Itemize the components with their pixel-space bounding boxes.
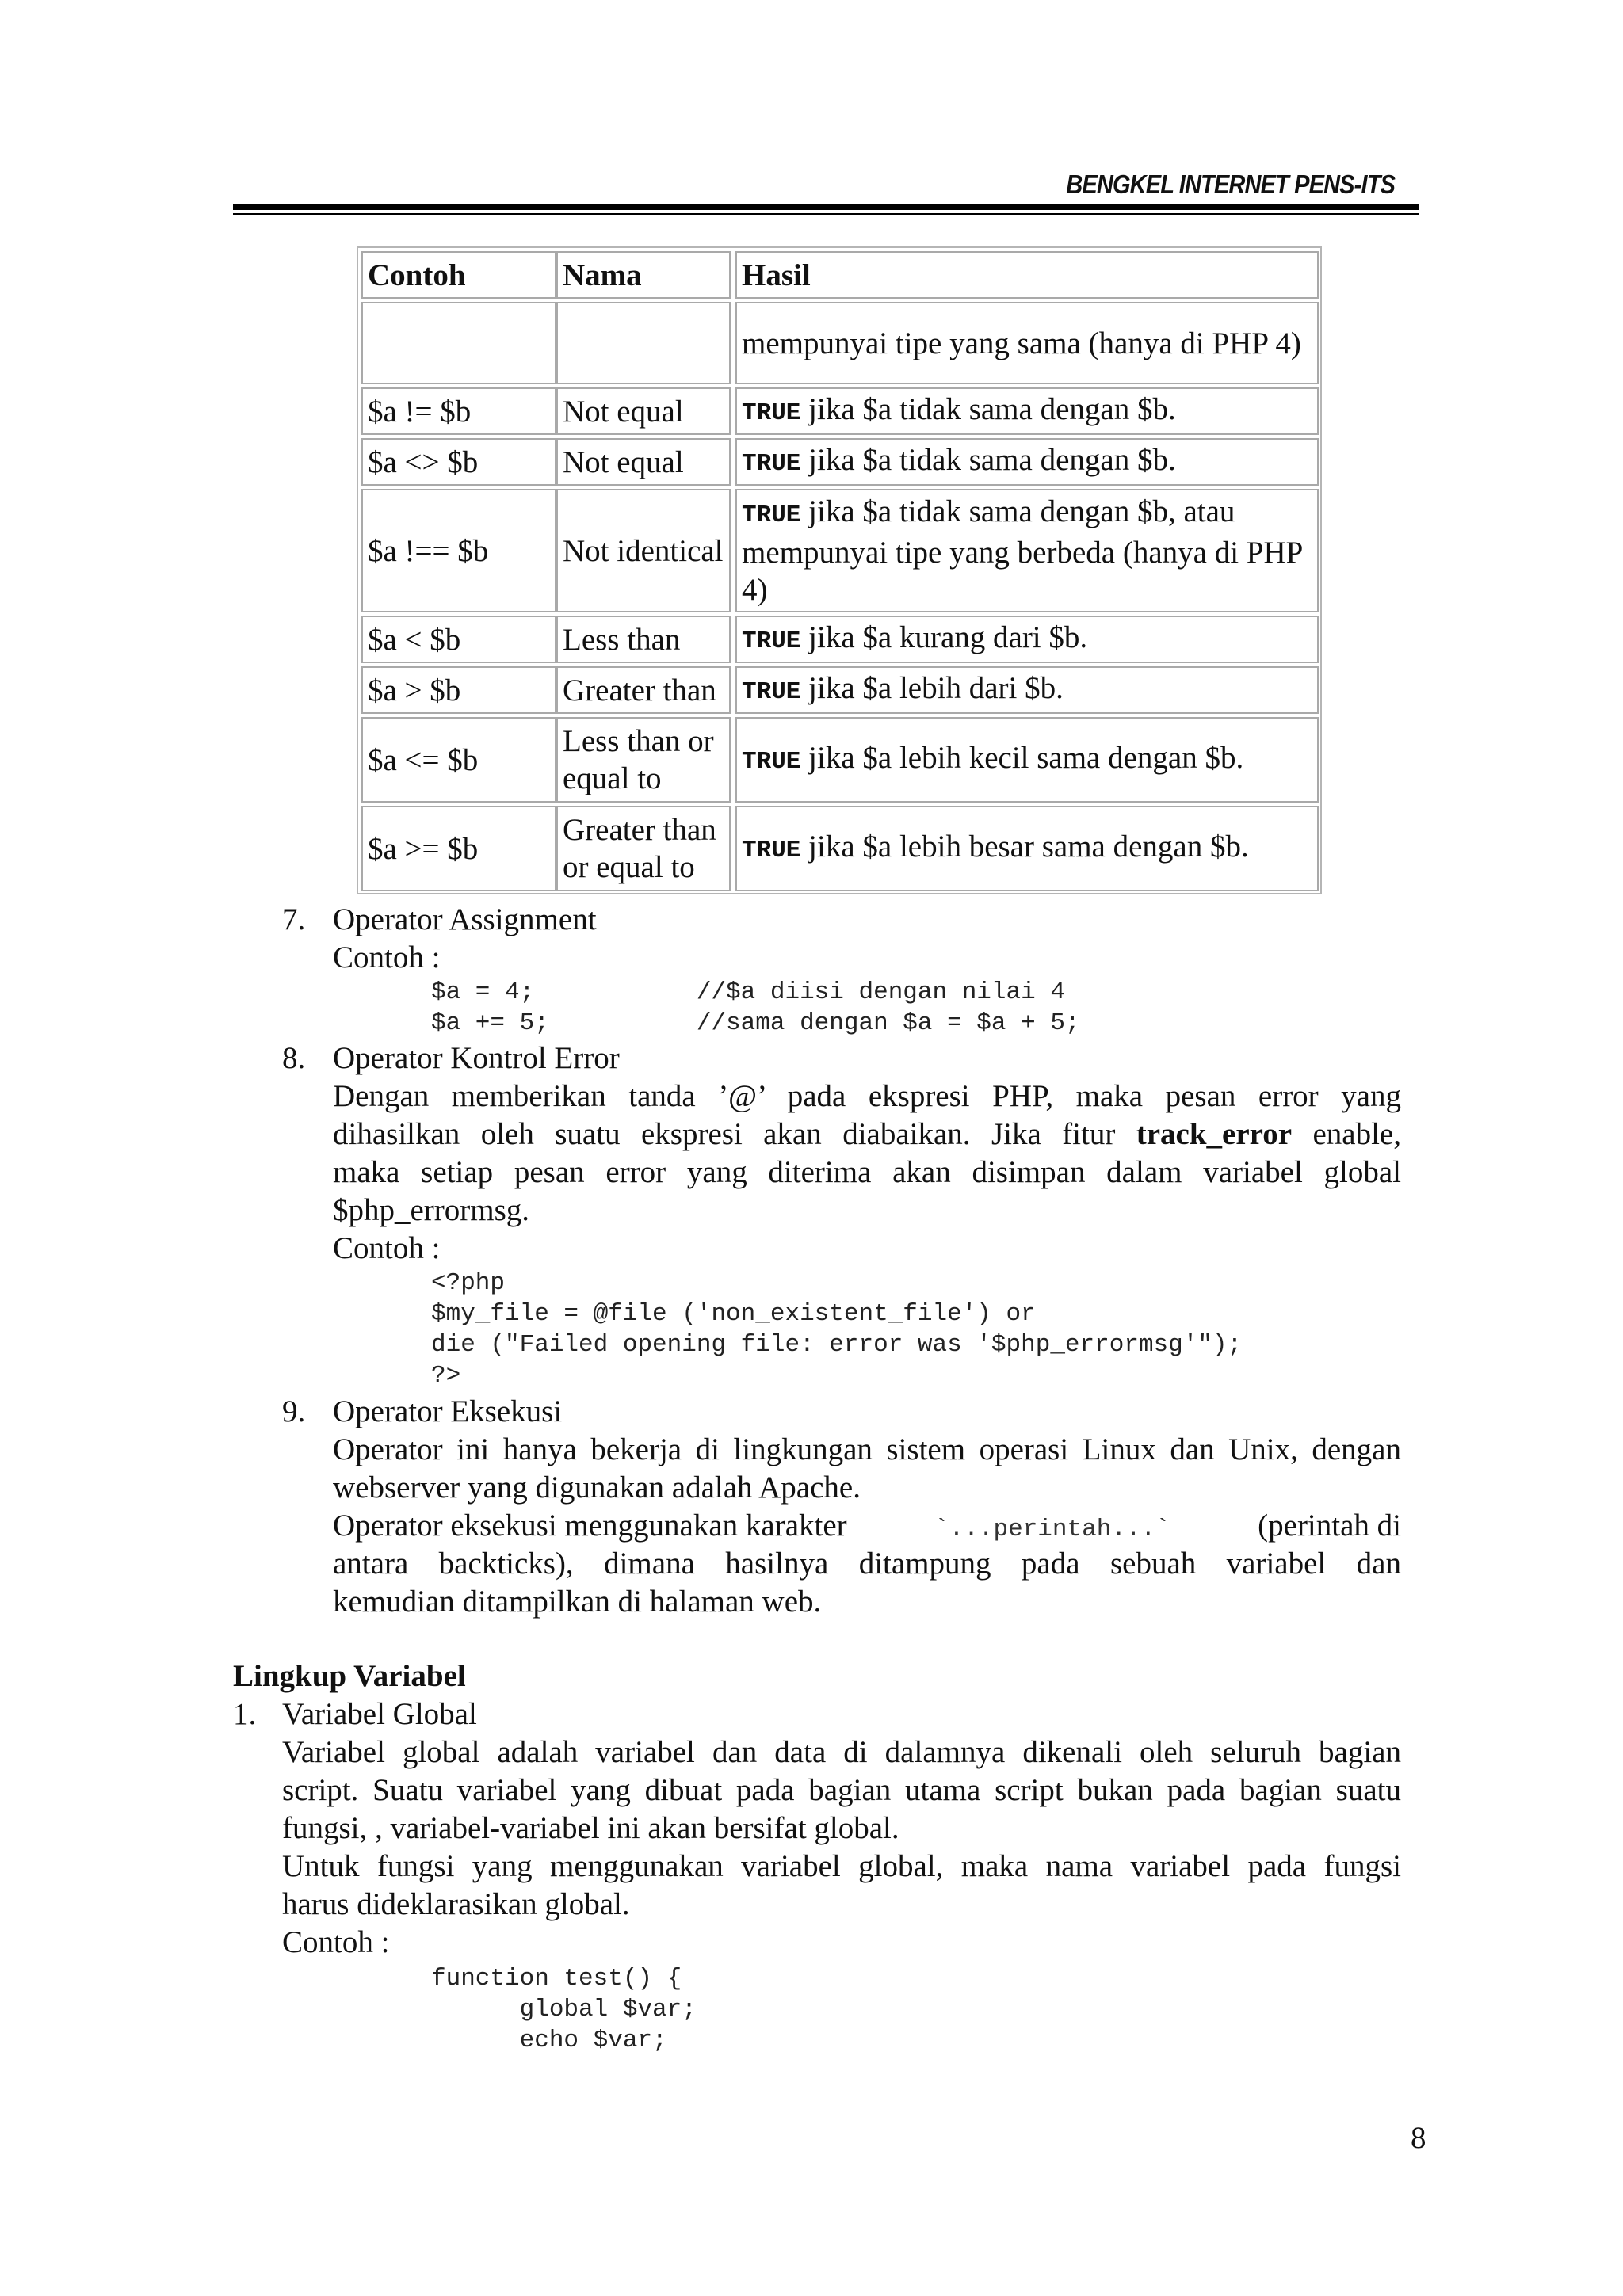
paragraph-line: kemudian ditampilkan di halaman web. xyxy=(333,1585,822,1619)
header-rule-thin xyxy=(233,213,1419,215)
hasil-text: mempunyai tipe yang sama (hanya di PHP 4) xyxy=(742,326,1301,360)
text-run: dihasilkan oleh suatu ekspresi akan diabaikan. Jika fitur xyxy=(333,1117,1136,1151)
hasil-text: jika $a lebih kecil sama dengan $b. xyxy=(800,741,1244,775)
table-cell-contoh: $a > $b xyxy=(361,666,556,714)
table-cell-hasil xyxy=(735,438,1319,486)
true-keyword: TRUE xyxy=(742,837,801,864)
table-cell-contoh: $a >= $b xyxy=(361,806,556,891)
true-keyword: TRUE xyxy=(742,450,801,478)
paragraph-line: Dengan memberikan tanda ’@’ pada ekspresi PHP, maka pesan error yang xyxy=(333,1079,1401,1113)
hasil-text: jika $a kurang dari $b. xyxy=(800,620,1088,654)
true-keyword: TRUE xyxy=(742,399,801,427)
paragraph-line: maka setiap pesan error yang diterima akan disimpan dalam variabel global xyxy=(333,1155,1401,1189)
table-cell-hasil xyxy=(735,717,1319,803)
hasil-text: jika $a tidak sama dengan $b. xyxy=(800,392,1176,426)
table-cell-contoh: $a < $b xyxy=(361,616,556,663)
text-run: Operator eksekusi menggunakan karakter xyxy=(333,1508,847,1543)
table-cell-nama: Not equal xyxy=(556,438,731,486)
true-keyword: TRUE xyxy=(742,627,801,655)
paragraph-line: fungsi, , variabel-variabel ini akan bersifat global. xyxy=(282,1811,899,1845)
hasil-text: jika $a lebih dari $b. xyxy=(800,671,1064,705)
table-cell-contoh: $a !== $b xyxy=(361,489,556,612)
section-heading: Lingkup Variabel xyxy=(233,1659,466,1693)
list-number: 8. xyxy=(282,1041,306,1075)
section-title: Operator Eksekusi xyxy=(333,1394,563,1428)
section-title: Operator Kontrol Error xyxy=(333,1041,620,1075)
contoh-label: Contoh : xyxy=(282,1925,390,1959)
page-number: 8 xyxy=(1411,2121,1426,2155)
section-title: Operator Assignment xyxy=(333,902,597,936)
true-keyword: TRUE xyxy=(742,748,801,776)
code-line: function test() { xyxy=(431,1965,682,1993)
table-cell-hasil xyxy=(735,387,1319,435)
code-line: global $var; xyxy=(431,1996,697,2023)
track-error-term: track_error xyxy=(1136,1117,1293,1151)
hasil-text: jika $a tidak sama dengan $b. xyxy=(800,443,1176,477)
code-line: echo $var; xyxy=(431,2027,667,2054)
section-title: Variabel Global xyxy=(282,1697,477,1731)
paragraph-line: webserver yang digunakan adalah Apache. xyxy=(333,1470,861,1505)
code-line: <?php xyxy=(431,1269,506,1297)
table-cell-nama: Not identical xyxy=(556,489,731,612)
paragraph-line: Variabel global adalah variabel dan data di dalamnya dikenali oleh seluruh bagian xyxy=(282,1735,1401,1769)
contoh-label: Contoh : xyxy=(333,940,441,974)
paragraph-line: $php_errormsg. xyxy=(333,1193,530,1227)
list-number: 1. xyxy=(233,1697,257,1731)
table-cell-hasil xyxy=(735,806,1319,891)
table-cell-nama xyxy=(556,302,731,384)
table-cell-nama: Greater than or equal to xyxy=(556,806,731,891)
running-header: BENGKEL INTERNET PENS-ITS xyxy=(1066,170,1395,199)
table-cell-contoh: $a <= $b xyxy=(361,717,556,803)
header-rule-thick xyxy=(233,204,1419,210)
table-cell-nama: Greater than xyxy=(556,666,731,714)
text-run: enable, xyxy=(1292,1117,1401,1151)
hasil-text: jika $a lebih besar sama dengan $b. xyxy=(800,830,1249,864)
hasil-text: jika $a tidak sama dengan $b, atau mempunyai tipe yang berbeda (hanya di PHP 4) xyxy=(742,494,1302,607)
table-header-hasil: Hasil xyxy=(735,251,1319,299)
table-cell-contoh: $a != $b xyxy=(361,387,556,435)
contoh-label: Contoh : xyxy=(333,1231,441,1265)
table-cell-hasil xyxy=(735,666,1319,714)
paragraph-line xyxy=(333,1116,1401,1154)
code-line: $a = 4; //$a diisi dengan nilai 4 xyxy=(431,978,1065,1006)
code-line: $my_file = @file ('non_existent_file') or xyxy=(431,1300,1036,1328)
table-cell-nama: Less than or equal to xyxy=(556,717,731,803)
code-line: die ("Failed opening file: error was '$php_errormsg'"); xyxy=(431,1331,1243,1359)
table-cell-hasil xyxy=(735,489,1319,612)
backticks-code: `...perintah...` xyxy=(934,1516,1170,1543)
comparison-operators-table xyxy=(357,246,1322,894)
paragraph-line: antara backticks), dimana hasilnya ditampung pada sebuah variabel dan xyxy=(333,1547,1401,1581)
text-run: (perintah di xyxy=(1258,1508,1401,1543)
code-line: $a += 5; //sama dengan $a = $a + 5; xyxy=(431,1009,1080,1037)
paragraph-line xyxy=(333,1507,1401,1549)
paragraph-line: Untuk fungsi yang menggunakan variabel global, maka nama variabel pada fungsi xyxy=(282,1849,1401,1883)
table-cell-contoh: $a <> $b xyxy=(361,438,556,486)
table-cell-hasil xyxy=(735,616,1319,663)
list-number: 9. xyxy=(282,1394,306,1428)
table-cell-nama: Less than xyxy=(556,616,731,663)
table-cell-contoh xyxy=(361,302,556,384)
table-header-contoh: Contoh xyxy=(361,251,556,299)
true-keyword: TRUE xyxy=(742,678,801,706)
table-header-nama: Nama xyxy=(556,251,731,299)
true-keyword: TRUE xyxy=(742,502,801,529)
paragraph-line: script. Suatu variabel yang dibuat pada bagian utama script bukan pada bagian suatu xyxy=(282,1773,1401,1807)
list-number: 7. xyxy=(282,902,306,936)
paragraph-line: harus dideklarasikan global. xyxy=(282,1887,630,1921)
paragraph-line: Operator ini hanya bekerja di lingkungan sistem operasi Linux dan Unix, dengan xyxy=(333,1432,1401,1466)
table-cell-nama: Not equal xyxy=(556,387,731,435)
table-cell-hasil xyxy=(735,302,1319,384)
code-line: ?> xyxy=(431,1362,461,1390)
